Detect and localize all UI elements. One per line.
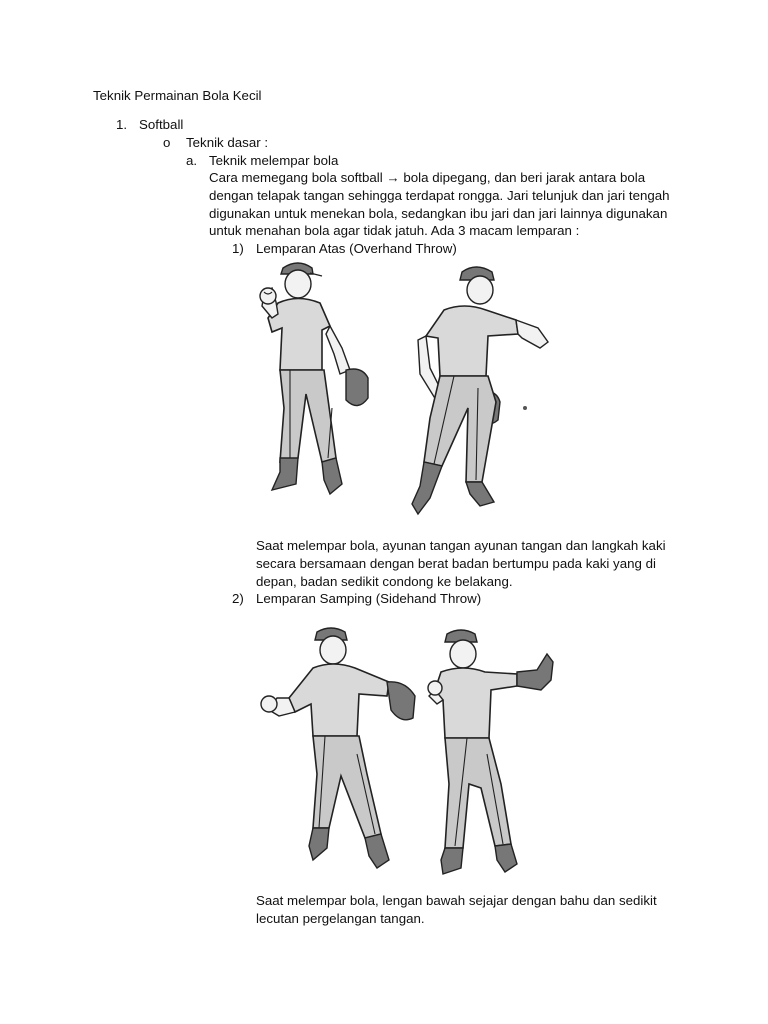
player-figure xyxy=(412,267,548,514)
paragraph-line: Cara memegang bola softball → bola dipegang, dan beri jarak antara bola xyxy=(209,170,646,185)
caption-line: Saat melempar bola, lengan bawah sejajar dengan bahu dan sedikit xyxy=(256,893,657,908)
player-figure xyxy=(261,628,415,868)
caption-line: lecutan pergelangan tangan. xyxy=(256,911,425,926)
player-figure xyxy=(260,263,368,494)
overhand-throw-illustration xyxy=(250,258,560,533)
throw-number-1: 1) xyxy=(232,241,244,256)
paragraph-line: digunakan untuk menekan bola, sedangkan ibu jari dan jari lainnya digunakan xyxy=(209,206,668,221)
paragraph-line: dengan telapak tangan sehingga terdapat rongga. Jari telunjuk dan jari tengah xyxy=(209,188,670,203)
sub-item-teknik-dasar: Teknik dasar : xyxy=(186,135,269,150)
caption-line: Saat melempar bola, ayunan tangan ayunan tangan dan langkah kaki xyxy=(256,538,666,553)
list-item-softball: Softball xyxy=(139,117,184,132)
bullet-o: o xyxy=(163,135,171,150)
caption-line: depan, badan sedikit condong ke belakang. xyxy=(256,574,513,589)
sub-item-teknik-melempar: Teknik melempar bola xyxy=(209,153,339,168)
throw-label-overhand: Lemparan Atas (Overhand Throw) xyxy=(256,241,457,256)
sub-letter-a: a. xyxy=(186,153,198,168)
list-number-1: 1. xyxy=(116,117,128,132)
sidehand-throw-illustration xyxy=(255,624,570,892)
document-title: Teknik Permainan Bola Kecil xyxy=(93,88,262,103)
paragraph-line: untuk menahan bola agar tidak jatuh. Ada 3 macam lemparan : xyxy=(209,223,580,238)
player-figure xyxy=(428,630,553,874)
caption-line: secara bersamaan dengan berat badan bertumpu pada kaki yang di xyxy=(256,556,656,571)
throw-number-2: 2) xyxy=(232,591,244,606)
throw-label-sidehand: Lemparan Samping (Sidehand Throw) xyxy=(256,591,482,606)
